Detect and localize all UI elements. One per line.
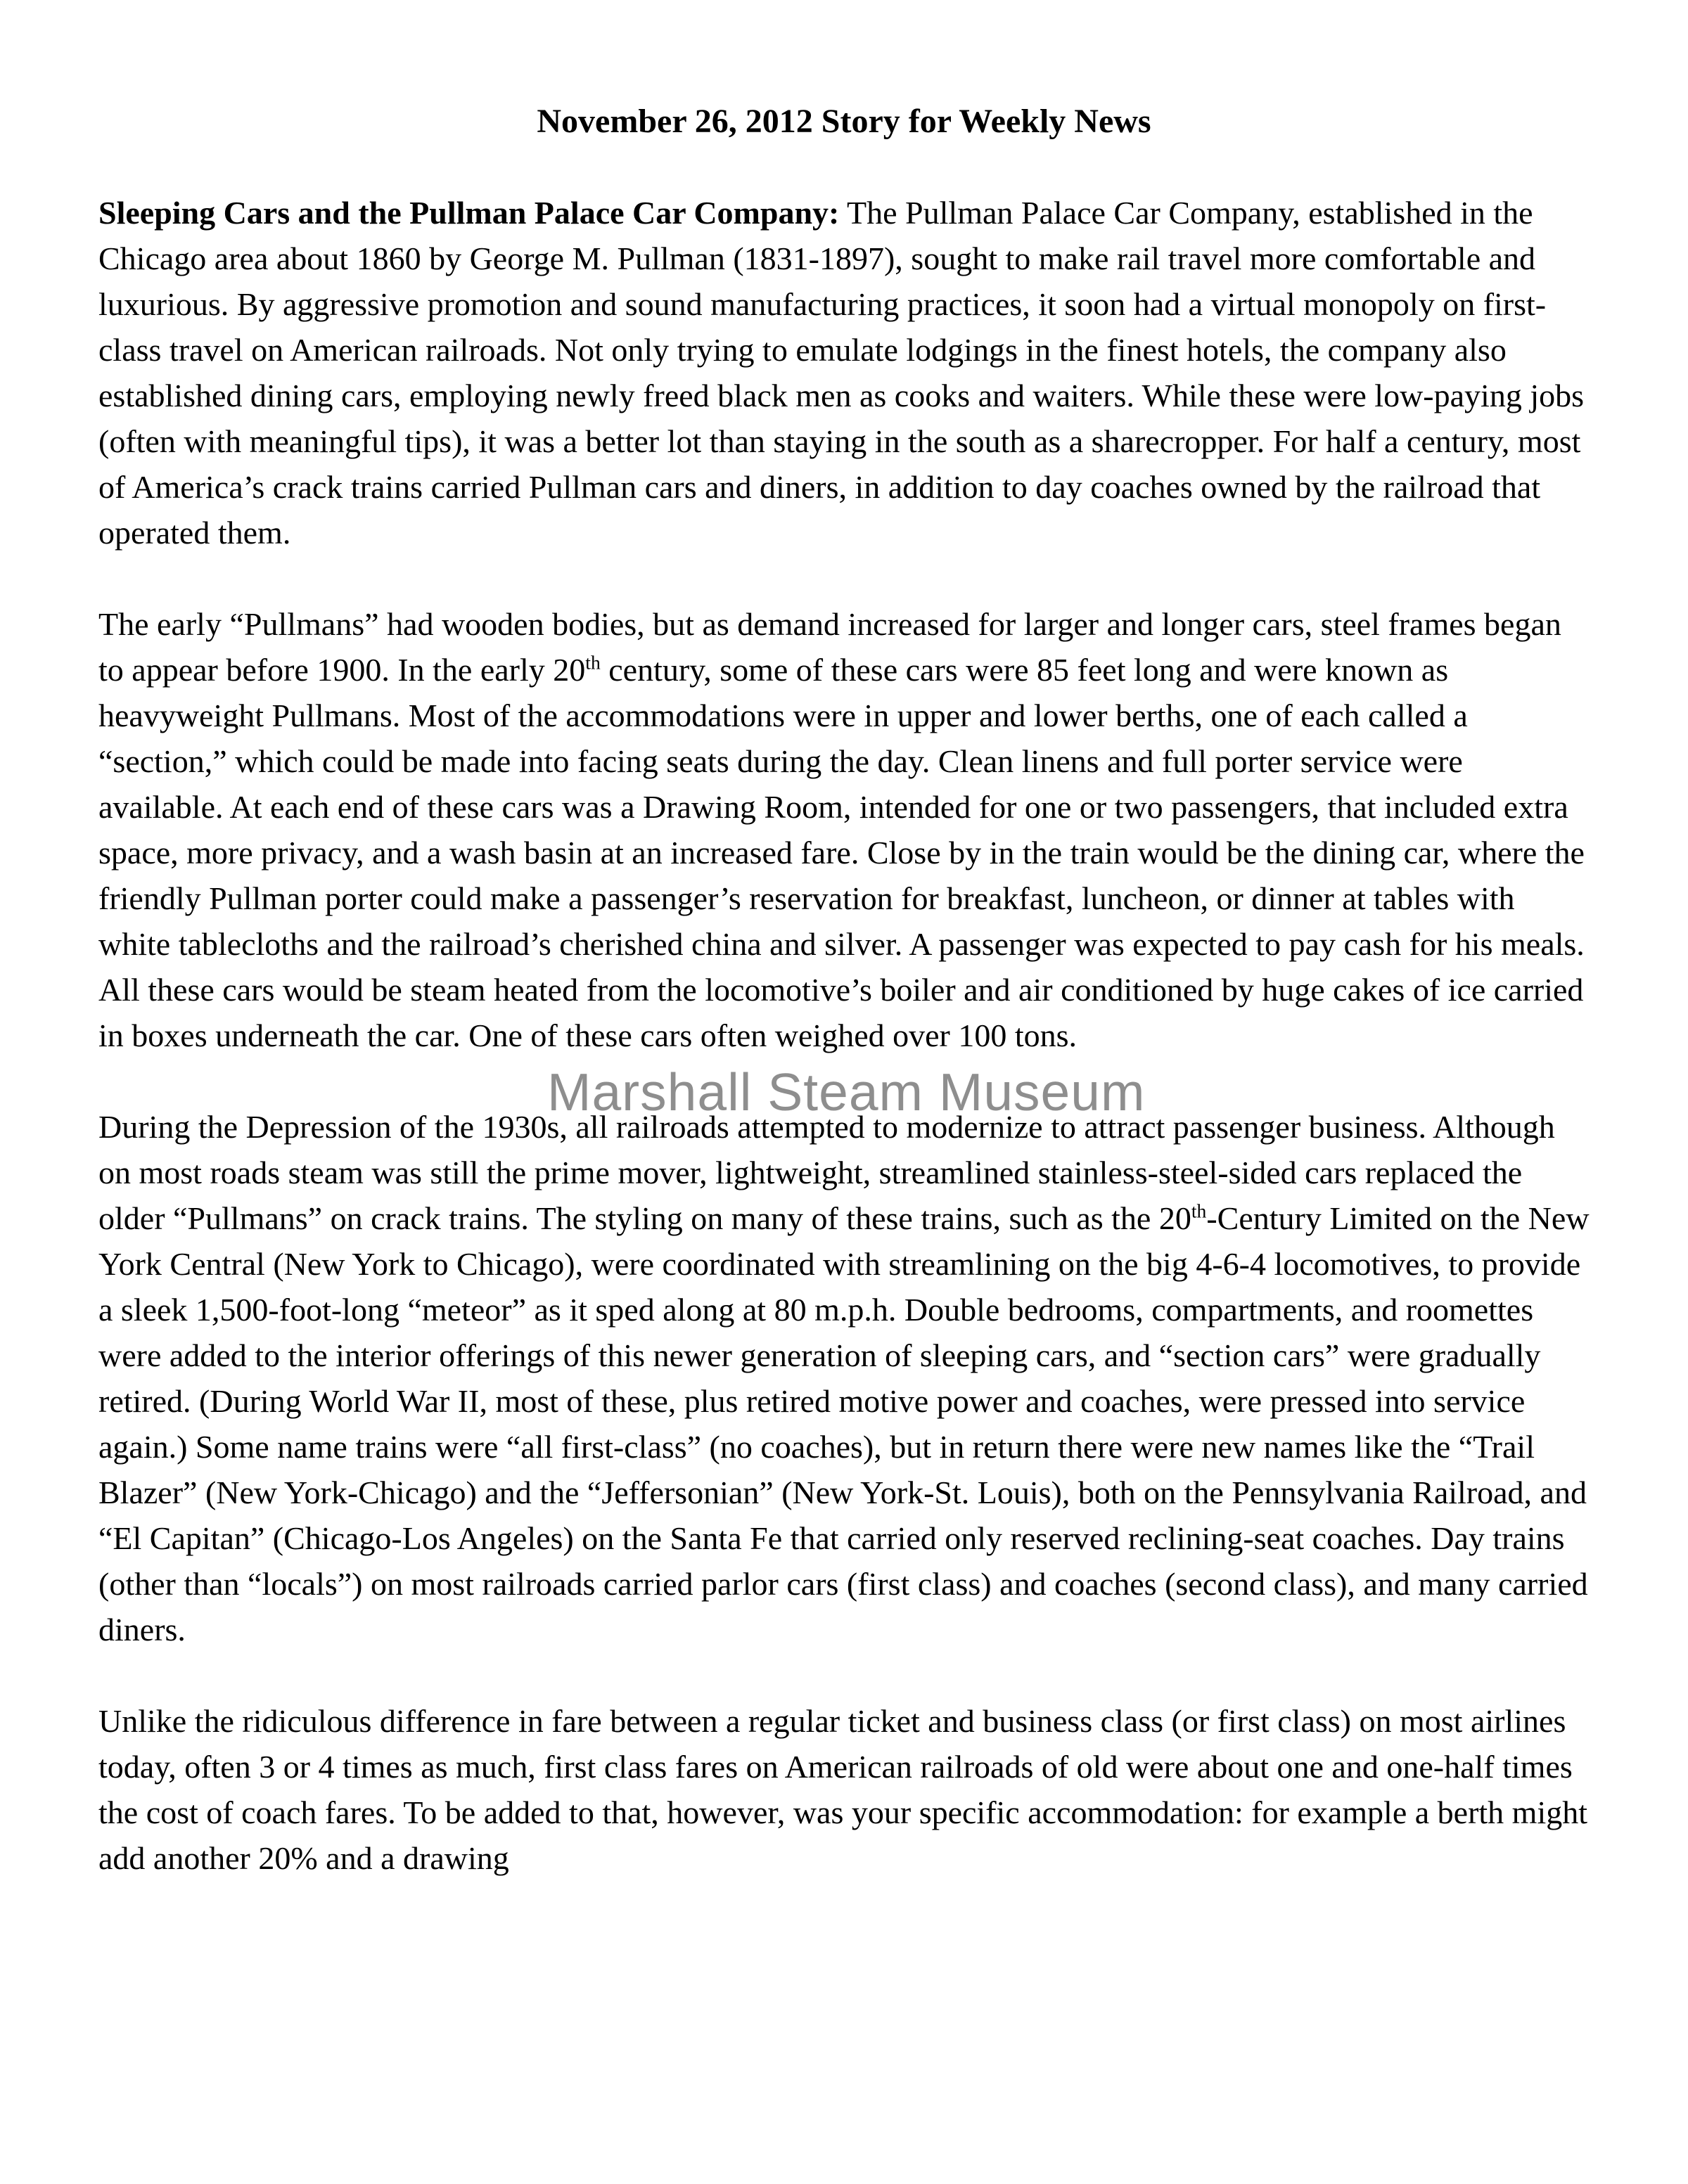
paragraph-depression-era: During the Depression of the 1930s, all railroads attempted to modernize to attract passenger business. Although on most roads steam was still the prime mover, lightweight, streamlined stainless-steel-sided cars replaced the older “Pullmans” on crack trains. The styling on many of these trains, such as the 20th-Century Limited on the New York Central (New York to Chicago), were coordinated with streamlining on the big 4-6-4 locomotives, to provide a sleek 1,500-foot-long “meteor” as it sped along at 80 m.p.h. Double bedrooms, compartments, and roomettes were added to the interior offerings of this newer generation of sleeping cars, and “section cars” were gradually retired. (During World War II, most of these, plus retired motive power and coaches, were pressed into service again.) Some name trains were “all first-class” (no coaches), but in return there were new names like the “Trail Blazer” (New York-Chicago) and the “Jeffersonian” (New York-St. Louis), both on the Pennsylvania Railroad, and “El Capitan” (Chicago-Los Angeles) on the Santa Fe that carried only reserved reclining-seat coaches. Day trains (other than “locals”) on most railroads carried parlor cars (first class) and coaches (second class), and many carried diners. bbox=[98, 1109, 1590, 1647]
watermark: Marshall Steam Museum bbox=[547, 1062, 1146, 1122]
paragraph-early-pullmans: The early “Pullmans” had wooden bodies, but as demand increased for larger and longer cars, steel frames began to appear before 1900. In the early 20th century, some of these cars were 85 feet long and were known as heavyweight Pullmans. Most of the accommodations were in upper and lower berths, one of each called a “section,” which could be made into facing seats during the day. Clean linens and full porter service were available. At each end of these cars was a Drawing Room, intended for one or two passengers, that included extra space, more privacy, and a wash basin at an increased fare. Close by in the train would be the dining car, where the friendly Pullman porter could make a passenger’s reservation for breakfast, luncheon, or dinner at tables with white tablecloths and the railroad’s cherished china and silver. A passenger was expected to pay cash for his meals. All these cars would be steam heated from the locomotive’s boiler and air conditioned by huge cakes of ice carried in boxes underneath the car. One of these cars often weighed over 100 tons. bbox=[98, 606, 1585, 1053]
paragraph-sleeping-cars: Sleeping Cars and the Pullman Palace Car Company: The Pullman Palace Car Company, established in the Chicago area about 1860 by George M. Pullman (1831-1897), sought to make rail travel more comfortable and luxurious. By aggressive promotion and sound manufacturing practices, it soon had a virtual monopoly on first-class travel on American railroads. Not only trying to emulate lodgings in the finest hotels, the company also established dining cars, employing newly freed black men as cooks and waiters. While these were low-paying jobs (often with meaningful tips), it was a better lot than staying in the south as a sharecropper. For half a century, most of America’s crack trains carried Pullman cars and diners, in addition to day coaches owned by the railroad that operated them. bbox=[98, 195, 1585, 551]
page-title: November 26, 2012 Story for Weekly News bbox=[537, 103, 1151, 140]
document-content bbox=[98, 98, 1590, 1881]
paragraph-fares: Unlike the ridiculous difference in fare between a regular ticket and business class (or first class) on most airlines today, often 3 or 4 times as much, first class fares on American railroads of old were about one and one-half times the cost of coach fares. To be added to that, however, was your specific accommodation: for example a berth might add another 20% and a drawing bbox=[98, 1703, 1588, 1876]
